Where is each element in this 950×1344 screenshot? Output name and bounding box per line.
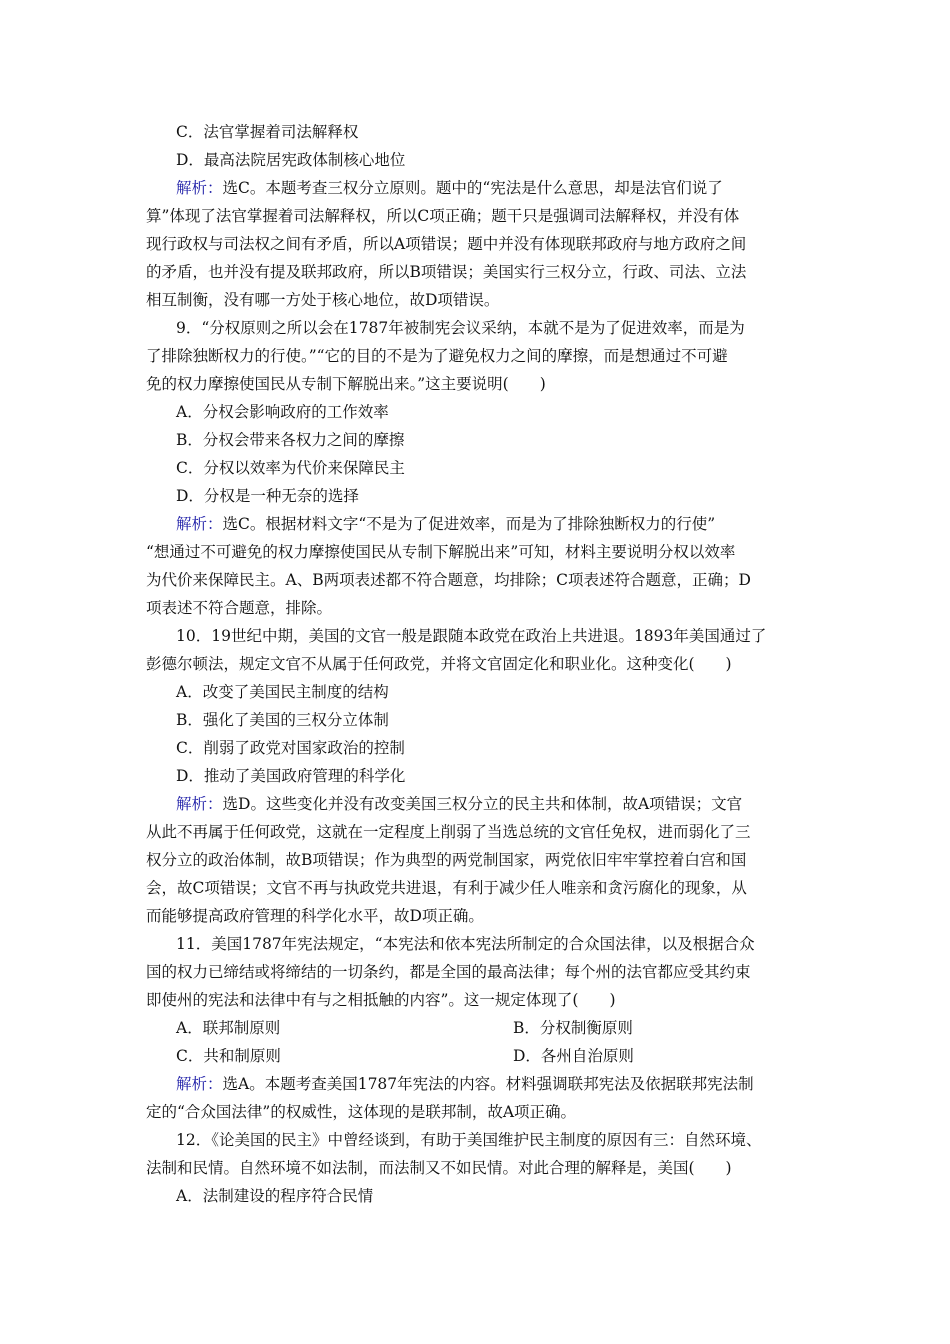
question-stem-10: 彭德尔顿法，规定文官不从属于任何政党，并将文官固定化和职业化。这种变化( ) (146, 655, 732, 673)
analysis-line: 解析：选D。这些变化并没有改变美国三权分立的民主共和体制，故A项错误；文官 (176, 795, 743, 813)
analysis-line: 解析：选C。根据材料文字“不是为了促进效率，而是为了排除独断权力的行使” (176, 515, 716, 533)
option-row (176, 1018, 810, 1038)
analysis-label: 解析： (176, 795, 223, 813)
analysis-label: 解析： (176, 515, 223, 533)
option-d: D．各州自治原则 (513, 1047, 634, 1065)
analysis-line: 相互制衡，没有哪一方处于核心地位，故D项错误。 (146, 291, 500, 309)
analysis-line: 而能够提高政府管理的科学化水平，故D项正确。 (146, 907, 484, 925)
option-b: B．强化了美国的三权分立体制 (176, 711, 389, 729)
option-d: D．分权是一种无奈的选择 (176, 487, 359, 505)
question-stem-11: 即使州的宪法和法律中有与之相抵触的内容”。这一规定体现了( ) (146, 991, 616, 1009)
option-c: C．共和制原则 (176, 1047, 281, 1065)
analysis-label: 解析： (176, 1075, 223, 1093)
analysis-line: 解析：选A。本题考查美国1787年宪法的内容。材料强调联邦宪法及依据联邦宪法制 (176, 1075, 754, 1093)
question-stem-10: 10．19世纪中期，美国的文官一般是跟随本政党在政治上共进退。1893年美国通过了 (176, 627, 767, 645)
analysis-line: 权分立的政治体制，故B项错误；作为典型的两党制国家，两党依旧牢牢掌控着白宫和国 (146, 851, 747, 869)
analysis-line: 从此不再属于任何政党，这就在一定程度上削弱了当选总统的文官任免权，进而弱化了三 (146, 823, 751, 841)
analysis-line: 会，故C项错误；文官不再与执政党共进退，有利于减少任人唯亲和贪污腐化的现象，从 (146, 879, 747, 897)
option-a: A．法制建设的程序符合民情 (176, 1187, 374, 1205)
analysis-line: 算”体现了法官掌握着司法解释权，所以C项正确；题干只是强调司法解释权，并没有体 (146, 207, 740, 225)
option-a: A．改变了美国民主制度的结构 (176, 683, 389, 701)
option-b: B．分权制衡原则 (513, 1019, 633, 1037)
analysis-line: 解析：选C。本题考查三权分立原则。题中的“宪法是什么意思，却是法官们说了 (176, 179, 723, 197)
option-c: C．分权以效率为代价来保障民主 (176, 459, 405, 477)
analysis-line: 为代价来保障民主。A、B两项表述都不符合题意，均排除；C项表述符合题意，正确；D (146, 571, 751, 589)
question-stem-9: 免的权力摩擦使国民从专制下解脱出来。”这主要说明( ) (146, 375, 546, 393)
question-stem-9: 9．“分权原则之所以会在1787年被制宪会议采纳，本就不是为了促进效率，而是为 (176, 319, 745, 337)
option-a: A．联邦制原则 (176, 1019, 281, 1037)
question-stem-11: 11．美国1787年宪法规定，“本宪法和依本宪法所制定的合众国法律，以及根据合众 (176, 935, 755, 953)
option-c: C．法官掌握着司法解释权 (176, 123, 359, 141)
question-stem-9: 了排除独断权力的行使。”“它的目的不是为了避免权力之间的摩擦，而是想通过不可避 (146, 347, 728, 365)
option-d: D．推动了美国政府管理的科学化 (176, 767, 406, 785)
question-stem-11: 国的权力已缔结或将缔结的一切条约，都是全国的最高法律；每个州的法官都应受其约束 (146, 963, 751, 981)
option-b: B．分权会带来各权力之间的摩擦 (176, 431, 405, 449)
option-row (176, 1046, 810, 1066)
question-stem-12: 12．《论美国的民主》中曾经谈到，有助于美国维护民主制度的原因有三：自然环境、 (176, 1131, 762, 1149)
analysis-line: “想通过不可避免的权力摩擦使国民从专制下解脱出来”可知，材料主要说明分权以效率 (146, 543, 736, 561)
analysis-line: 的矛盾，也并没有提及联邦政府，所以B项错误；美国实行三权分立，行政、司法、立法 (146, 263, 747, 281)
analysis-line: 项表述不符合题意，排除。 (146, 599, 333, 617)
option-d: D．最高法院居宪政体制核心地位 (176, 151, 406, 169)
option-c: C．削弱了政党对国家政治的控制 (176, 739, 405, 757)
analysis-line: 现行政权与司法权之间有矛盾，所以A项错误；题中并没有体现联邦政府与地方政府之间 (146, 235, 747, 253)
option-a: A．分权会影响政府的工作效率 (176, 403, 389, 421)
analysis-label: 解析： (176, 179, 223, 197)
question-stem-12: 法制和民情。自然环境不如法制，而法制又不如民情。对此合理的解释是，美国( ) (146, 1159, 732, 1177)
analysis-line: 定的“合众国法律”的权威性，这体现的是联邦制，故A项正确。 (146, 1103, 577, 1121)
